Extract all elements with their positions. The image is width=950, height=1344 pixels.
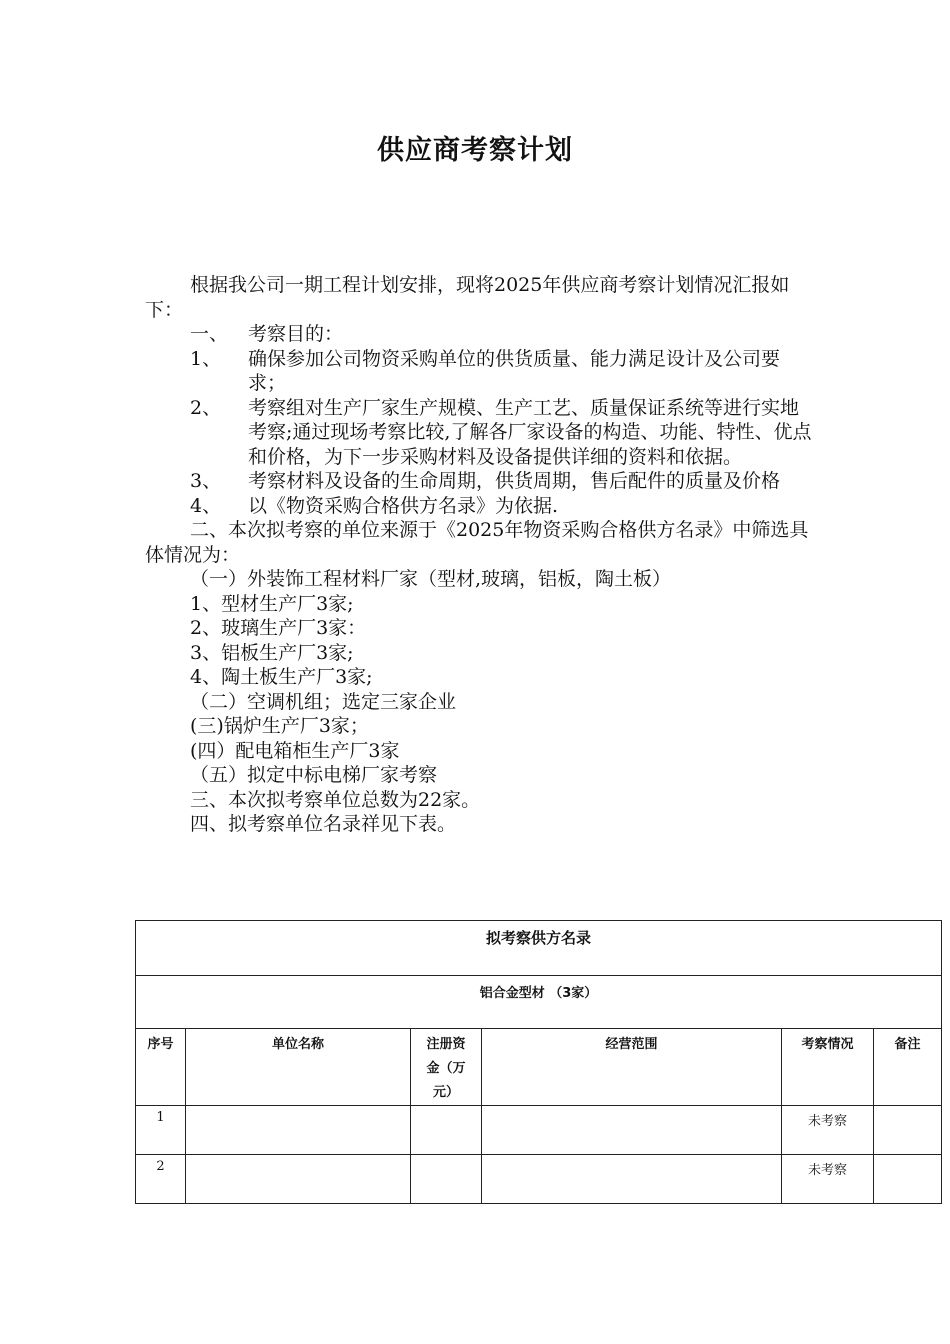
capital-header-line: 注册资 [426,1037,466,1052]
intro-paragraph: 根据我公司一期工程计划安排，现将2025年供应商考察计划情况汇报如下： [145,274,790,321]
table-title: 拟考察供方名录 [136,921,942,976]
cell-capital [411,1106,482,1155]
purpose-item-number: 3、 [190,470,222,492]
cell-name [186,1155,411,1204]
purpose-item [145,494,813,519]
body-line: 3、铝板生产厂3家; [190,641,354,664]
purpose-item-number: 2、 [190,396,222,419]
section1-heading [145,322,813,347]
table-group-heading: 铝合金型材 （3家） [136,976,942,1029]
cell-scope [482,1106,782,1155]
purpose-item-text: 确保参加公司物资采购单位的供货质量、能力满足设计及公司要求； [248,347,781,394]
body-line: 2、玻璃生产厂3家： [190,617,367,639]
supplier-table [135,920,942,1204]
cell-scope [482,1155,782,1204]
body-line: （五）拟定中标电梯厂家考察 [190,764,438,786]
body-line: （一）外装饰工程材料厂家（型材,玻璃，铝板，陶土板） [190,568,672,590]
column-header-status: 考察情况 [782,1029,874,1106]
body-line: 4、陶土板生产厂3家; [190,666,373,688]
document-body [145,273,813,837]
purpose-item-number: 4、 [190,494,222,517]
purpose-item-text: 考察材料及设备的生命周期，供货周期，售后配件的质量及价格 [248,470,781,492]
cell-name [186,1106,411,1155]
table-row [136,1106,942,1155]
cell-remark [874,1106,942,1155]
column-header-remark: 备注 [874,1029,942,1106]
purpose-item-text: 以《物资采购合格供方名录》为依据. [248,494,559,517]
cell-status: 未考察 [782,1106,874,1155]
purpose-item-text: 考察组对生产厂家生产规模、生产工艺、质量保证系统等进行实地考察;通过现场考察比较,了解各厂家设备的构造、功能、特性、优点和价格，为下一步采购材料及设备提供详细的资料和依据。 [248,396,812,468]
body-line: 四、拟考察单位名录祥见下表。 [190,813,457,835]
body-line: (三)锅炉生产厂3家； [190,715,369,737]
supplier-table-container [135,920,941,1204]
cell-no: 1 [136,1106,186,1155]
cell-no: 2 [136,1155,186,1204]
table-row [136,1155,942,1204]
cell-capital [411,1155,482,1204]
section1-heading-text: 考察目的： [248,323,344,345]
column-header-name: 单位名称 [186,1029,411,1106]
purpose-item [145,347,813,396]
cell-status: 未考察 [782,1155,874,1204]
purpose-item [145,469,813,494]
document-title: 供应商考察计划 [377,135,573,166]
column-header-scope: 经营范围 [482,1029,782,1106]
column-header-capital [411,1029,482,1106]
body-line: (四）配电箱柜生产厂3家 [190,739,400,762]
cell-remark [874,1155,942,1204]
capital-header-line: 元） [432,1085,459,1100]
column-header-no: 序号 [136,1029,186,1106]
section1-heading-number: 一、 [190,323,229,345]
purpose-item [145,396,813,470]
body-line: 三、本次拟考察单位总数为22家。 [190,788,481,811]
purpose-item-number: 1、 [190,347,222,370]
section2-paragraph: 二、本次拟考察的单位来源于《2025年物资采购合格供方名录》中筛选具体情况为： [145,519,809,566]
body-line: 1、型材生产厂3家; [190,592,354,615]
body-line: （二）空调机组；选定三家企业 [190,690,457,713]
capital-header-line: 金（万 [426,1061,466,1076]
table-header-row [136,1029,942,1106]
